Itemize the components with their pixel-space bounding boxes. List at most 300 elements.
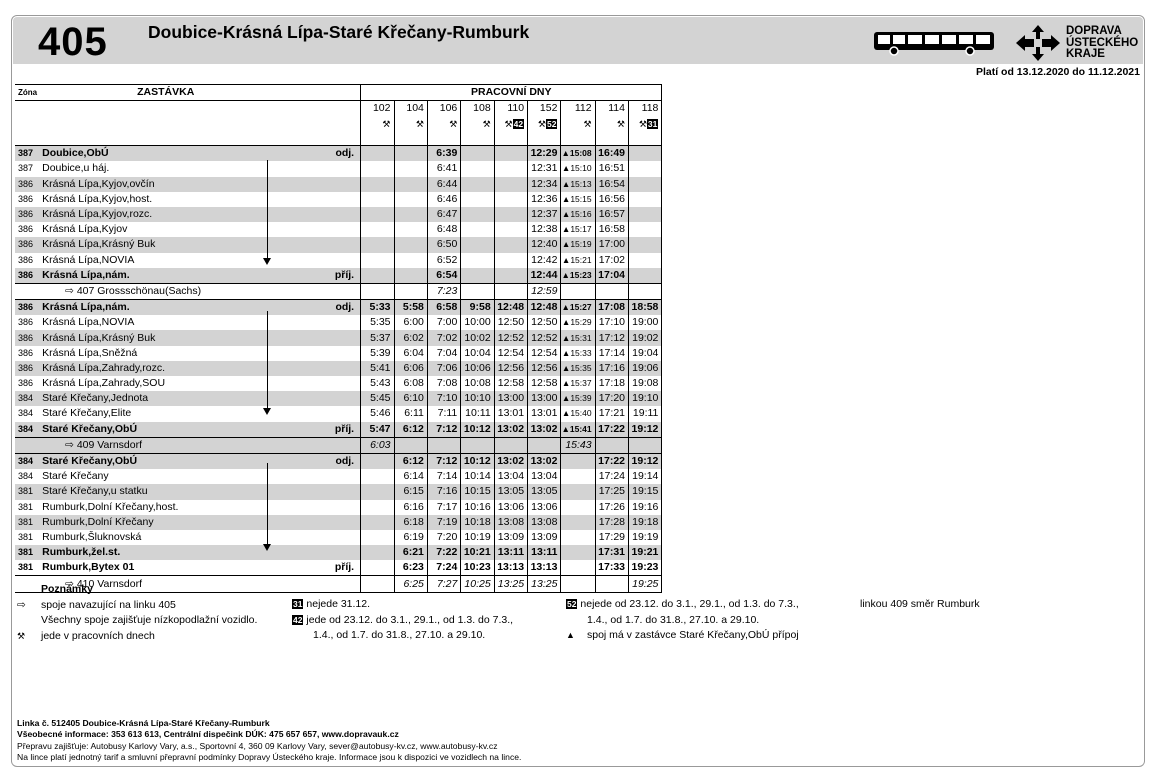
time-value: ▲15:31 bbox=[561, 332, 592, 343]
connection-row bbox=[15, 437, 662, 453]
time-cell bbox=[561, 545, 595, 560]
stop-header: ZASTÁVKA bbox=[39, 85, 361, 101]
time-cell bbox=[394, 268, 427, 284]
trip-number: 118 bbox=[641, 102, 659, 115]
note-workdays: ⚒ jede v pracovních dnech bbox=[17, 629, 257, 645]
time-value: 13:09 bbox=[497, 530, 525, 543]
time-cell bbox=[461, 422, 494, 438]
time-cell bbox=[461, 437, 494, 453]
trip-symbols bbox=[428, 117, 457, 131]
stop-name bbox=[39, 268, 361, 284]
trip-header bbox=[629, 101, 662, 146]
time-value: 5:41 bbox=[370, 361, 391, 374]
stop-label: Krásná Lípa,NOVIA bbox=[42, 316, 135, 329]
time-cell bbox=[361, 192, 394, 207]
trip-header bbox=[494, 101, 527, 146]
time-cell bbox=[394, 545, 427, 560]
time-value: 12:54 bbox=[531, 346, 558, 359]
time-cell bbox=[461, 453, 494, 469]
time-cell bbox=[361, 376, 394, 391]
note-52-badge: 52 bbox=[567, 599, 577, 609]
note-connection: ⇨ spoje navazující na linku 405 bbox=[17, 598, 257, 614]
time-value: 6:47 bbox=[436, 208, 458, 221]
time-cell bbox=[629, 177, 662, 192]
time-value: 17:10 bbox=[598, 316, 625, 329]
time-cell bbox=[427, 283, 460, 299]
time-value: 17:28 bbox=[598, 515, 625, 528]
time-cell bbox=[461, 500, 494, 515]
time-cell bbox=[427, 406, 460, 421]
trip-number: 108 bbox=[473, 102, 491, 115]
time-cell bbox=[595, 346, 628, 361]
time-cell bbox=[494, 437, 527, 453]
trip-symbols bbox=[395, 117, 424, 131]
time-cell bbox=[629, 422, 662, 438]
time-value: 19:15 bbox=[632, 485, 659, 498]
trip-number: 114 bbox=[608, 102, 625, 115]
time-cell bbox=[595, 406, 628, 421]
time-cell bbox=[528, 192, 561, 207]
time-cell bbox=[595, 376, 628, 391]
time-cell bbox=[427, 315, 460, 330]
time-cell bbox=[394, 361, 427, 376]
time-value: 19:08 bbox=[632, 377, 659, 390]
time-cell bbox=[629, 222, 662, 237]
time-cell bbox=[528, 530, 561, 545]
time-cell bbox=[528, 177, 561, 192]
time-value: 7:16 bbox=[436, 485, 458, 498]
time-value: 7:24 bbox=[436, 561, 458, 574]
time-cell bbox=[361, 576, 394, 592]
time-cell bbox=[461, 253, 494, 268]
footer-tariff: Na lince platí jednotný tarif a smluvní přepravní podmínky Dopravy Ústeckého kraje. Informace jsou k dispozici ve vozidlech na lince. bbox=[17, 751, 522, 762]
pass-arrow-1 bbox=[267, 160, 268, 260]
time-cell bbox=[561, 346, 595, 361]
time-cell bbox=[595, 207, 628, 222]
time-cell bbox=[427, 391, 460, 406]
time-value: 10:25 bbox=[464, 577, 491, 590]
stop-name bbox=[39, 161, 361, 176]
time-value: ▲15:13 bbox=[561, 178, 592, 189]
time-value: 5:46 bbox=[370, 407, 391, 420]
time-cell bbox=[561, 253, 595, 268]
time-cell bbox=[629, 346, 662, 361]
stop-row bbox=[15, 253, 662, 268]
time-cell bbox=[595, 545, 628, 560]
zone-cell: 386 bbox=[15, 361, 39, 376]
time-cell bbox=[561, 437, 595, 453]
time-cell bbox=[494, 576, 527, 592]
stop-label: Rumburk,Dolní Křečany bbox=[42, 515, 154, 528]
time-value: 7:22 bbox=[436, 546, 458, 559]
time-cell bbox=[394, 437, 427, 453]
time-value: 13:01 bbox=[497, 407, 525, 420]
time-cell bbox=[561, 268, 595, 284]
stop-name bbox=[39, 515, 361, 530]
time-value: 13:02 bbox=[530, 455, 558, 468]
time-value: 10:00 bbox=[464, 316, 491, 329]
time-cell bbox=[461, 222, 494, 237]
stop-label: ⇨ 410 Varnsdorf bbox=[65, 577, 143, 590]
dopravuk-logo-icon bbox=[1014, 24, 1062, 62]
time-cell bbox=[528, 268, 561, 284]
time-cell bbox=[361, 146, 394, 162]
time-value: 6:54 bbox=[436, 268, 458, 281]
time-cell bbox=[394, 330, 427, 345]
time-value: 7:19 bbox=[436, 515, 458, 528]
time-cell bbox=[629, 376, 662, 391]
stop-row bbox=[15, 500, 662, 515]
time-value: 13:02 bbox=[530, 422, 558, 435]
time-cell bbox=[494, 177, 527, 192]
stop-row bbox=[15, 422, 662, 438]
stop-name bbox=[39, 376, 361, 391]
zone-cell: 386 bbox=[18, 317, 34, 328]
time-cell bbox=[427, 207, 460, 222]
time-cell bbox=[427, 453, 460, 469]
time-value: 13:11 bbox=[531, 546, 558, 559]
time-value: 19:06 bbox=[632, 361, 659, 374]
stop-row bbox=[15, 300, 662, 316]
time-value: 6:23 bbox=[402, 561, 424, 574]
time-value: 6:03 bbox=[370, 438, 391, 451]
triangle-icon: ▲ bbox=[566, 630, 575, 640]
time-value: 17:31 bbox=[598, 546, 625, 559]
stop-label: ⇨ 407 Grossschönau(Sachs) bbox=[65, 284, 202, 297]
time-cell bbox=[427, 346, 460, 361]
time-cell bbox=[394, 346, 427, 361]
time-cell bbox=[494, 530, 527, 545]
time-cell bbox=[494, 330, 527, 345]
time-value: 19:11 bbox=[632, 407, 659, 420]
stop-name bbox=[39, 207, 361, 222]
time-cell bbox=[629, 530, 662, 545]
time-cell bbox=[561, 576, 595, 592]
time-value: 12:58 bbox=[497, 377, 525, 390]
zone-cell: 384 bbox=[15, 453, 39, 469]
time-value: 6:15 bbox=[403, 485, 424, 498]
hammers-icon: ⚒ bbox=[583, 119, 592, 130]
timetable bbox=[15, 84, 662, 593]
time-value: 7:08 bbox=[436, 377, 458, 390]
time-cell bbox=[561, 361, 595, 376]
time-cell bbox=[528, 576, 561, 592]
time-value: 6:44 bbox=[436, 177, 458, 190]
time-value: 6:08 bbox=[403, 377, 424, 390]
time-cell bbox=[427, 222, 460, 237]
time-cell bbox=[427, 437, 460, 453]
trip-number: 104 bbox=[406, 102, 424, 115]
stop-label: Staré Křečany,u statku bbox=[42, 485, 148, 498]
hammers-icon: ⚒ bbox=[537, 119, 546, 130]
stop-label: Krásná Lípa,Krásný Buk bbox=[42, 331, 156, 344]
time-cell bbox=[427, 576, 460, 592]
time-value: 17:22 bbox=[598, 422, 625, 435]
time-cell bbox=[561, 500, 595, 515]
time-value: 6:48 bbox=[436, 223, 458, 236]
stop-row bbox=[15, 515, 662, 530]
time-cell bbox=[629, 315, 662, 330]
time-value: ▲15:37 bbox=[561, 378, 592, 389]
trip-number: 110 bbox=[507, 102, 525, 115]
time-cell bbox=[461, 346, 494, 361]
time-cell bbox=[361, 237, 394, 252]
time-cell bbox=[427, 545, 460, 560]
stop-label: Rumburk,Šluknovská bbox=[42, 530, 142, 543]
arr-dep-marker: příj. bbox=[334, 422, 355, 435]
time-cell bbox=[595, 576, 628, 592]
stop-label: Krásná Lípa,Kyjov,host. bbox=[42, 192, 153, 205]
notes bbox=[17, 582, 257, 644]
time-cell bbox=[427, 361, 460, 376]
time-cell bbox=[394, 192, 427, 207]
time-cell bbox=[528, 237, 561, 252]
time-value: 12:58 bbox=[531, 377, 558, 390]
time-cell bbox=[461, 484, 494, 499]
time-cell bbox=[461, 315, 494, 330]
time-cell bbox=[427, 300, 460, 316]
time-value: ▲15:27 bbox=[561, 302, 592, 313]
arr-dep-marker: odj. bbox=[335, 147, 355, 160]
stop-name bbox=[39, 453, 361, 469]
time-cell bbox=[528, 376, 561, 391]
stop-row bbox=[15, 484, 662, 499]
time-value: 10:14 bbox=[464, 470, 491, 483]
trip-number: 152 bbox=[539, 102, 558, 115]
time-value: 17:21 bbox=[598, 407, 625, 420]
notes-title: Poznámky bbox=[41, 583, 93, 595]
time-cell bbox=[629, 406, 662, 421]
time-value: 17:18 bbox=[598, 377, 625, 390]
stop-label: Krásná Lípa,NOVIA bbox=[42, 253, 135, 266]
stop-row bbox=[15, 330, 662, 345]
time-value: 12:31 bbox=[531, 162, 558, 175]
time-value: 19:02 bbox=[632, 331, 659, 344]
time-value: 16:57 bbox=[598, 208, 625, 221]
note-triangle: ▲ spoj má v zastávce Staré Křečany,ObÚ přípoj bbox=[566, 628, 799, 644]
stop-label: Krásná Lípa,Kyjov,rozc. bbox=[42, 208, 153, 221]
time-cell bbox=[461, 177, 494, 192]
time-value: 12:36 bbox=[531, 192, 558, 205]
time-value: 6:02 bbox=[403, 331, 424, 344]
time-value: 10:02 bbox=[464, 331, 491, 344]
time-value: 5:58 bbox=[402, 301, 424, 314]
time-cell bbox=[361, 453, 394, 469]
time-cell bbox=[595, 484, 628, 499]
stop-row bbox=[15, 315, 662, 330]
time-value: 13:08 bbox=[497, 515, 525, 528]
stop-row bbox=[15, 361, 662, 376]
time-cell bbox=[595, 300, 628, 316]
time-value: 13:25 bbox=[497, 577, 525, 590]
time-cell bbox=[528, 315, 561, 330]
time-value: 19:10 bbox=[632, 392, 659, 405]
time-value: ▲15:16 bbox=[561, 209, 592, 220]
time-value: 6:16 bbox=[403, 500, 424, 513]
time-cell bbox=[561, 560, 595, 576]
notes-col2 bbox=[292, 597, 513, 644]
stop-row bbox=[15, 192, 662, 207]
time-value: 16:54 bbox=[598, 177, 625, 190]
stop-label: Staré Křečany bbox=[42, 470, 109, 483]
time-cell bbox=[528, 283, 561, 299]
time-cell bbox=[361, 530, 394, 545]
time-cell bbox=[595, 515, 628, 530]
time-cell bbox=[427, 484, 460, 499]
time-value: 12:50 bbox=[531, 316, 558, 329]
zone-cell: 384 bbox=[15, 422, 39, 438]
time-cell bbox=[494, 453, 527, 469]
stop-row bbox=[15, 545, 662, 560]
time-value: 7:14 bbox=[436, 470, 458, 483]
time-cell bbox=[461, 237, 494, 252]
time-value: 6:19 bbox=[403, 530, 424, 543]
footer-operator: Přepravu zajišťuje: Autobusy Karlovy Vary, a.s., Sportovní 4, 360 09 Karlovy Vary, sever@autobusy-kv.cz, www.autobusy-kv.cz bbox=[17, 740, 498, 751]
time-value: 19:21 bbox=[631, 546, 659, 559]
trip-symbols bbox=[461, 117, 490, 131]
notes-col4 bbox=[860, 597, 980, 613]
time-cell bbox=[427, 515, 460, 530]
time-value: 6:39 bbox=[436, 147, 458, 160]
time-value: 10:23 bbox=[463, 561, 491, 574]
time-value: 16:49 bbox=[598, 147, 625, 160]
time-value: 13:02 bbox=[497, 455, 525, 468]
time-value: 12:44 bbox=[530, 268, 558, 281]
zone-cell: 386 bbox=[18, 378, 34, 389]
time-cell bbox=[494, 500, 527, 515]
time-cell bbox=[629, 161, 662, 176]
time-value: 12:38 bbox=[531, 223, 558, 236]
time-value: 5:47 bbox=[369, 422, 391, 435]
stop-label: Krásná Lípa,Sněžná bbox=[42, 346, 138, 359]
trip-header bbox=[461, 101, 494, 146]
time-cell bbox=[629, 283, 662, 299]
trip-number: 106 bbox=[439, 102, 458, 115]
time-cell bbox=[629, 330, 662, 345]
time-cell bbox=[394, 161, 427, 176]
time-cell bbox=[427, 500, 460, 515]
blank-cell bbox=[39, 101, 361, 146]
time-value: 16:56 bbox=[598, 192, 625, 205]
stop-name bbox=[39, 391, 361, 406]
trip-header bbox=[361, 101, 394, 146]
time-value: 7:04 bbox=[436, 346, 458, 359]
time-value: 13:13 bbox=[497, 561, 525, 574]
time-value: 7:12 bbox=[436, 455, 458, 468]
time-value: 7:10 bbox=[436, 392, 458, 405]
stop-name bbox=[39, 437, 361, 453]
stop-name bbox=[39, 406, 361, 421]
connection-row bbox=[15, 283, 662, 299]
stop-row bbox=[15, 237, 662, 252]
time-value: 12:52 bbox=[497, 331, 525, 344]
time-value: 17:26 bbox=[598, 500, 625, 513]
time-cell bbox=[629, 268, 662, 284]
line-number: 405 bbox=[38, 20, 108, 64]
time-cell bbox=[595, 177, 628, 192]
footer-info: Všeobecné informace: 353 613 613, Centrální dispečink DÚK: 475 657 657, www.dopravauk.cz bbox=[17, 729, 399, 740]
stop-row bbox=[15, 391, 662, 406]
time-cell bbox=[595, 530, 628, 545]
time-value: 17:22 bbox=[598, 455, 625, 468]
arr-dep-marker: odj. bbox=[335, 454, 355, 467]
hammers-icon: ⚒ bbox=[449, 119, 458, 130]
time-value: 5:37 bbox=[370, 331, 391, 344]
time-cell bbox=[629, 469, 662, 484]
stop-label: Krásná Lípa,nám. bbox=[42, 268, 130, 281]
time-cell bbox=[394, 484, 427, 499]
time-cell bbox=[494, 361, 527, 376]
time-cell bbox=[461, 530, 494, 545]
stop-name bbox=[39, 222, 361, 237]
time-cell bbox=[595, 237, 628, 252]
time-cell bbox=[461, 192, 494, 207]
time-value: 17:16 bbox=[598, 361, 625, 374]
stop-name bbox=[39, 530, 361, 545]
stop-label: Rumburk,žel.st. bbox=[42, 546, 121, 559]
stop-row bbox=[15, 376, 662, 391]
time-value: 19:12 bbox=[631, 422, 659, 435]
time-cell bbox=[461, 576, 494, 592]
time-value: 12:50 bbox=[497, 316, 525, 329]
time-cell bbox=[528, 422, 561, 438]
zone-header: Zóna bbox=[15, 85, 39, 101]
time-cell bbox=[595, 146, 628, 162]
stop-name bbox=[39, 560, 361, 576]
connection-icon: ⇨ bbox=[17, 598, 26, 611]
time-cell bbox=[528, 146, 561, 162]
time-cell bbox=[427, 469, 460, 484]
time-value: 13:00 bbox=[497, 392, 525, 405]
route-title: Doubice-Krásná Lípa-Staré Křečany-Rumburk bbox=[148, 22, 530, 42]
time-cell bbox=[494, 406, 527, 421]
time-value: 12:37 bbox=[531, 208, 558, 221]
time-cell bbox=[394, 576, 427, 592]
trip-header bbox=[561, 101, 595, 146]
time-cell bbox=[427, 268, 460, 284]
time-cell bbox=[394, 253, 427, 268]
stop-row bbox=[15, 161, 662, 176]
time-value: 12:48 bbox=[497, 301, 525, 314]
time-value: 13:25 bbox=[531, 577, 558, 590]
stop-name bbox=[39, 253, 361, 268]
time-cell bbox=[427, 192, 460, 207]
time-cell bbox=[394, 422, 427, 438]
hammers-icon: ⚒ bbox=[382, 119, 391, 130]
time-value: 5:39 bbox=[370, 346, 391, 359]
time-cell bbox=[561, 391, 595, 406]
time-value: 10:21 bbox=[463, 546, 491, 559]
zone-cell: 386 bbox=[18, 224, 34, 235]
time-cell bbox=[629, 361, 662, 376]
stop-label: Staré Křečany,Jednota bbox=[42, 392, 149, 405]
stop-label: Rumburk,Dolní Křečany,host. bbox=[42, 500, 179, 513]
time-cell bbox=[561, 315, 595, 330]
time-value: 17:02 bbox=[598, 253, 625, 266]
zone-cell: 386 bbox=[15, 330, 39, 345]
pass-arrow-2 bbox=[267, 311, 268, 410]
stop-row bbox=[15, 530, 662, 545]
time-cell bbox=[494, 315, 527, 330]
time-cell bbox=[427, 530, 460, 545]
stop-label: Rumburk,Bytex 01 bbox=[42, 561, 135, 574]
time-cell bbox=[394, 560, 427, 576]
time-cell bbox=[394, 177, 427, 192]
time-cell bbox=[629, 391, 662, 406]
time-cell bbox=[394, 315, 427, 330]
time-value: ▲15:15 bbox=[561, 193, 592, 204]
stop-name bbox=[39, 545, 361, 560]
